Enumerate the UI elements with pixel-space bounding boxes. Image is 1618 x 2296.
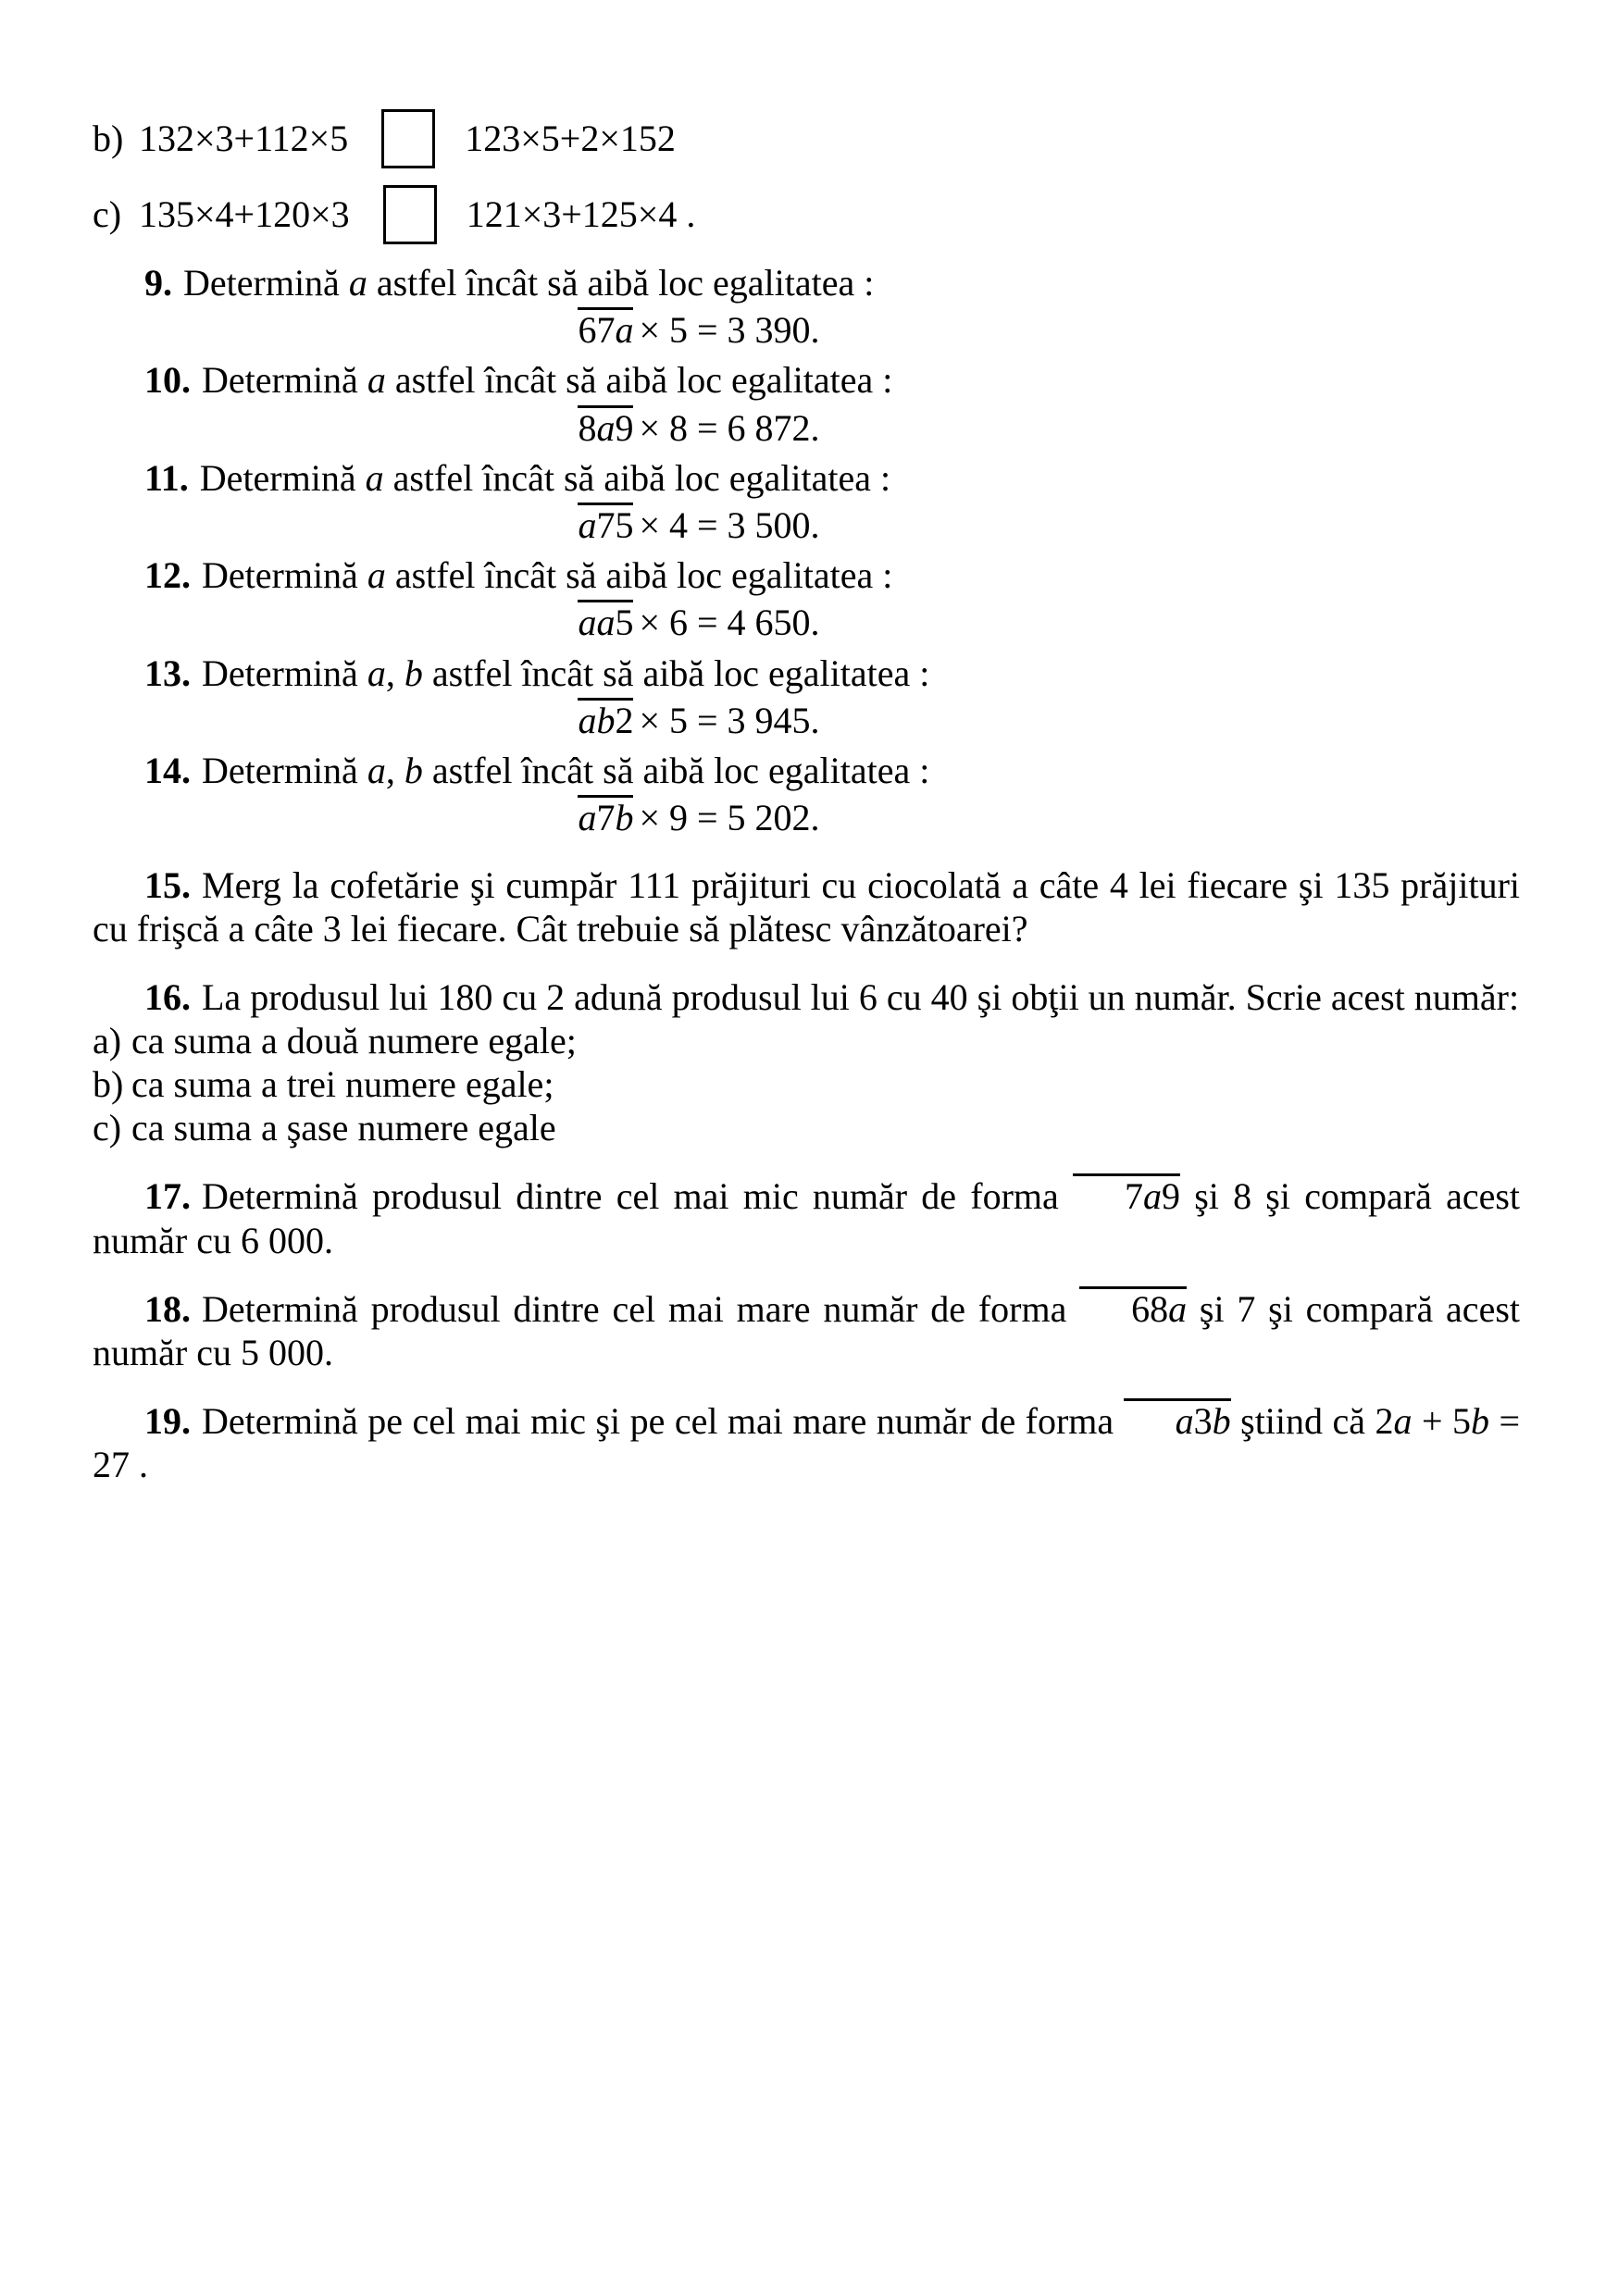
exercise-prompt [93,456,1520,500]
expression-right: 123×5+2×152 [465,118,676,160]
equation-rest: × 9 = 5 202. [639,797,820,839]
prompt-pre: Determină [202,359,358,402]
option-label: b) [93,1063,124,1105]
exercise-equation [93,503,1305,547]
prompt-variables: a [348,262,367,304]
prompt-post: astfel încât să aibă loc egalitatea : [376,262,875,304]
exercise-14 [93,749,1520,839]
comparison-row-b [93,109,1520,168]
exercise-text: Determină produsul dintre cel mai mic număr de forma [202,1175,1059,1218]
exercise-number: 10. [144,359,191,402]
expression-left: 135×4+120×3 [139,193,350,236]
exercise-text: Determină pe cel mai mic şi pe cel mai mare număr de forma [202,1400,1114,1443]
prompt-pre: Determină [202,749,358,791]
option-label: a) [93,1019,122,1061]
exercise-number: 13. [144,652,191,694]
exercise-text: Merg la cofetărie şi cumpăr 111 prăjituri cu ciocolată a câte 4 lei fiecare şi 135 prăjituri cu frişcă a câte 3 lei fiecare. Cât trebuie să plătesc vânzătoarei? [93,864,1520,950]
exercise-equation [93,795,1305,839]
exercise-16-option-b [93,1062,1520,1106]
exercise-text: Determină produsul dintre cel mai mare număr de forma [202,1287,1067,1330]
exercise-15 [93,863,1520,950]
prompt-post: astfel încât să aibă loc egalitatea : [394,359,893,402]
exercise-18 [93,1286,1520,1374]
exercise-equation [93,600,1305,644]
exercise-16-option-a [93,1019,1520,1062]
overline-number: 8a9 [578,406,634,449]
exercise-19 [93,1398,1520,1486]
exercise-number: 16. [144,975,191,1018]
prompt-post: astfel încât să aibă loc egalitatea : [394,554,893,597]
prompt-post: astfel încât să aibă loc egalitatea : [392,456,891,499]
exercise-17 [93,1173,1520,1261]
prompt-pre: Determină [202,652,358,694]
exercise-number: 11. [144,456,189,499]
equation-rest: × 5 = 3 945. [639,699,820,741]
exercise-12 [93,553,1520,644]
exercise-text-continued: şi 7 şi compară acest număr cu 5 000. [93,1287,1520,1373]
exercise-number: 14. [144,749,191,791]
prompt-pre: Determină [183,262,340,304]
prompt-variables: a [367,359,386,402]
fill-in-box [383,185,437,244]
prompt-post: astfel încât să aibă loc egalitatea : [431,749,930,791]
expression-right: 121×3+125×4 . [466,193,696,236]
exercise-prompt [93,652,1520,695]
exercise-prompt [93,749,1520,792]
exercise-number: 18. [144,1287,191,1330]
equation-rest: × 5 = 3 390. [639,309,820,352]
exercise-number: 15. [144,864,191,907]
prompt-variables: a [365,456,384,499]
overline-number: 7a9 [1073,1173,1180,1216]
overline-number: a3b [1124,1398,1231,1441]
exercise-prompt [93,261,1520,304]
exercise-9 [93,261,1520,352]
exercise-10 [93,358,1520,449]
exercise-prompt [93,553,1520,597]
overline-number: 68a [1079,1286,1187,1329]
option-text: ca suma a două numere egale; [131,1019,577,1061]
overline-number: a7b [578,797,634,839]
exercise-13 [93,652,1520,742]
option-text: ca suma a trei numere egale; [131,1063,554,1105]
prompt-variables: a, b [367,652,423,694]
exercise-16-option-c [93,1106,1520,1149]
exercise-equation [93,307,1305,352]
prompt-post: astfel încât să aibă loc egalitatea : [431,652,930,694]
exercise-number: 19. [144,1400,191,1443]
prompt-variables: a [367,554,386,597]
exercise-prompt [93,358,1520,402]
exercise-text: La produsul lui 180 cu 2 adună produsul lui 6 cu 40 şi obţii un număr. Scrie acest număr: [202,975,1520,1018]
exercise-11 [93,456,1520,547]
exercise-number: 12. [144,554,191,597]
option-text: ca suma a şase numere egale [131,1107,556,1149]
equation-rest: × 4 = 3 500. [639,503,820,546]
overline-number: 67a [578,309,634,352]
prompt-pre: Determină [202,554,358,597]
overline-number: ab2 [578,699,634,741]
exercise-equation [93,405,1305,450]
exercise-number: 17. [144,1175,191,1218]
prompt-pre: Determină [199,456,356,499]
exercise-number: 9. [144,262,172,304]
overline-number: a75 [578,503,634,546]
prompt-variables: a, b [367,749,423,791]
equation-rest: × 8 = 6 872. [639,406,820,449]
item-label: b) [93,118,124,160]
equation-rest: × 6 = 4 650. [639,602,820,644]
item-label: c) [93,193,122,236]
comparison-row-c [93,185,1520,244]
expression-left: 132×3+112×5 [139,118,349,160]
option-label: c) [93,1107,122,1149]
condition-equation: 2a + 5b = 27 . [93,1400,1521,1486]
exercise-16 [93,975,1520,1019]
exercise-text-continued: şi 8 şi compară acest număr cu 6 000. [93,1175,1521,1261]
exercise-equation [93,698,1305,742]
fill-in-box [381,109,435,168]
overline-number: aa5 [578,602,634,644]
exercise-text-continued: ştiind că [1240,1400,1366,1443]
